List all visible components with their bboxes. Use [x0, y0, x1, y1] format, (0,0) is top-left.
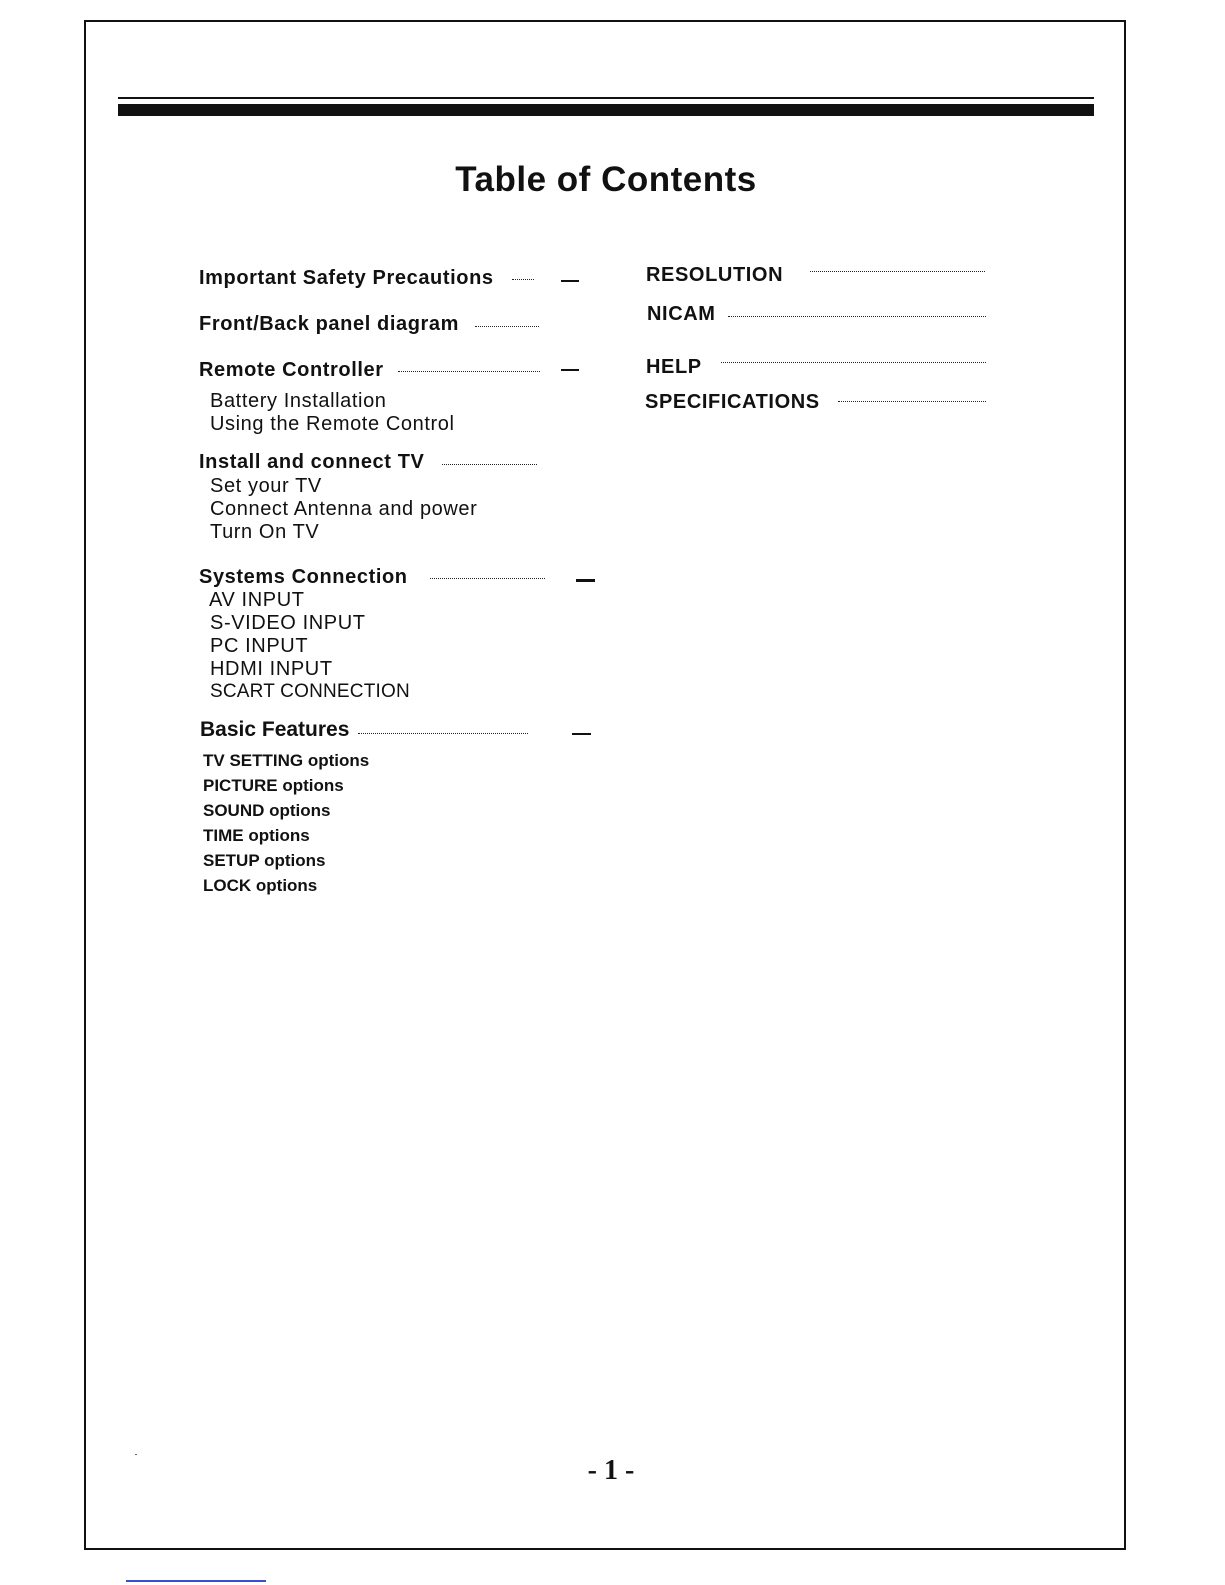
- leader-dots: [442, 464, 537, 465]
- toc-entry-help[interactable]: HELP: [646, 356, 702, 378]
- toc-entry-install[interactable]: Install and connect TV: [199, 451, 425, 473]
- leader-dots: [721, 362, 986, 363]
- toc-subitem[interactable]: Turn On TV: [210, 521, 320, 543]
- leader-dots: [512, 279, 534, 280]
- toc-subitem[interactable]: SCART CONNECTION: [210, 681, 410, 702]
- bottom-link-bar: [126, 1580, 266, 1582]
- toc-subitem[interactable]: Set your TV: [210, 475, 322, 497]
- toc-option[interactable]: SETUP options: [203, 851, 326, 870]
- toc-option[interactable]: PICTURE options: [203, 776, 344, 795]
- toc-entry-nicam[interactable]: NICAM: [647, 303, 716, 325]
- leader-dots: [430, 578, 545, 579]
- toc-subitem[interactable]: Connect Antenna and power: [210, 498, 478, 520]
- toc-entry-safety[interactable]: Important Safety Precautions: [199, 267, 494, 289]
- toc-entry-panel[interactable]: Front/Back panel diagram: [199, 313, 460, 335]
- toc-subitem[interactable]: Using the Remote Control: [210, 413, 455, 435]
- page-dash: [561, 369, 579, 371]
- toc-entry-basic[interactable]: Basic Features: [200, 718, 350, 741]
- toc-entry-remote[interactable]: Remote Controller: [199, 359, 384, 381]
- toc-option[interactable]: TIME options: [203, 826, 310, 845]
- leader-dots: [838, 401, 986, 402]
- leader-dots: [728, 316, 986, 317]
- page-title: Table of Contents: [455, 160, 757, 199]
- toc-entry-specifications[interactable]: SPECIFICATIONS: [645, 391, 820, 413]
- page-dash: [576, 579, 595, 582]
- toc-subitem[interactable]: Battery Installation: [210, 390, 387, 412]
- header-rule-thin: [118, 97, 1094, 99]
- toc-option[interactable]: SOUND options: [203, 801, 331, 820]
- toc-option[interactable]: LOCK options: [203, 876, 318, 895]
- toc-subitem[interactable]: PC INPUT: [210, 635, 309, 657]
- toc-option[interactable]: TV SETTING options: [203, 751, 370, 770]
- leader-dots: [398, 371, 540, 372]
- toc-entry-resolution[interactable]: RESOLUTION: [646, 264, 784, 286]
- page-dash: [572, 733, 591, 735]
- page-dash: [561, 280, 579, 282]
- leader-dots: [810, 271, 985, 272]
- toc-subitem[interactable]: S-VIDEO INPUT: [210, 612, 366, 634]
- page-number: - 1 -: [587, 1455, 635, 1486]
- toc-subitem[interactable]: AV INPUT: [209, 589, 305, 611]
- leader-dots: [358, 733, 528, 734]
- toc-entry-systems[interactable]: Systems Connection: [199, 566, 408, 588]
- leader-dots: [475, 326, 539, 327]
- toc-subitem[interactable]: HDMI INPUT: [210, 658, 333, 680]
- header-rule-thick: [118, 104, 1094, 116]
